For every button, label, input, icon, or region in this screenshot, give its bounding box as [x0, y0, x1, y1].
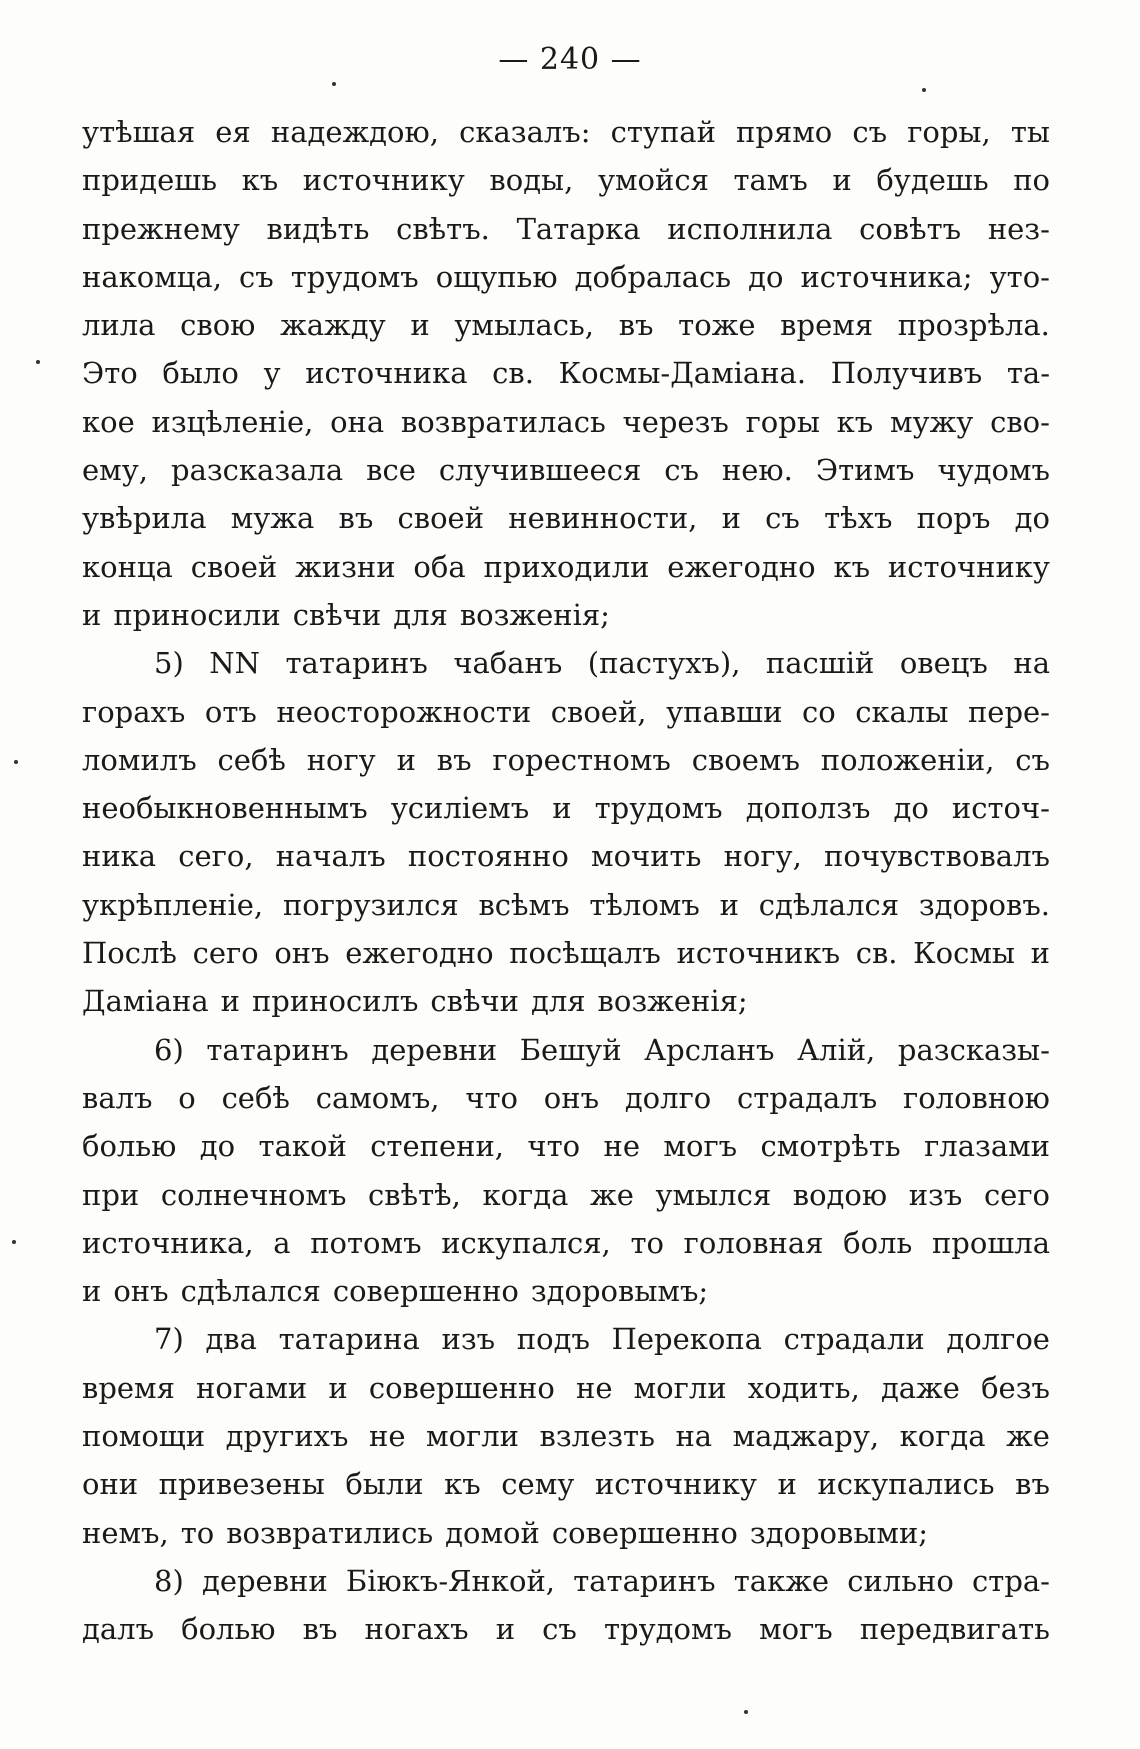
page-number: — 240 —	[498, 42, 642, 77]
text-line: лила свою жажду и умылась, въ тоже время прозрѣла.	[82, 308, 1050, 343]
text-line: при солнечномъ свѣтѣ, когда же умылся водою изъ сего	[82, 1177, 1050, 1212]
text-line: конца своей жизни оба приходили ежегодно къ источнику	[82, 549, 1050, 584]
text-line: болью до такой степени, что не могъ смотрѣть глазами	[82, 1129, 1050, 1164]
text-line: валъ о себѣ самомъ, что онъ долго страдалъ головною	[82, 1080, 1050, 1115]
body-text	[82, 108, 1050, 1654]
text-line: прежнему видѣть свѣтъ. Татарка исполнила совѣтъ нез-	[82, 211, 1050, 246]
scan-speck	[12, 1240, 16, 1244]
text-line: и онъ сдѣлался совершенно здоровымъ;	[82, 1274, 709, 1309]
text-line: Послѣ сего онъ ежегодно посѣщалъ источникъ св. Космы и	[82, 936, 1050, 971]
scan-speck	[744, 1710, 748, 1714]
text-line: 5) NN татаринъ чабанъ (пастухъ), пасшій овецъ на	[154, 646, 1050, 681]
text-line: ломилъ себѣ ногу и въ горестномъ своемъ положеніи, съ	[82, 742, 1050, 777]
text-line: далъ болью въ ногахъ и съ трудомъ могъ передвигать	[82, 1612, 1050, 1647]
text-line: кое изцѣленіе, она возвратилась черезъ горы къ мужу сво-	[82, 404, 1050, 439]
text-line: время ногами и совершенно не могли ходить, даже безъ	[82, 1370, 1050, 1405]
scan-speck	[922, 88, 926, 92]
text-line: ника сего, началъ постоянно мочить ногу, почувствовалъ	[82, 839, 1050, 874]
text-line: Даміана и приносилъ свѣчи для возженія;	[82, 984, 748, 1019]
text-line: они привезены были къ сему источнику и искупались въ	[82, 1467, 1050, 1502]
text-line: придешь къ источнику воды, умойся тамъ и будешь по	[82, 163, 1050, 198]
text-line: 6) татаринъ деревни Бешуй Арсланъ Алій, разсказы-	[154, 1032, 1050, 1067]
scan-speck	[332, 82, 336, 86]
text-line: Это было у источника св. Космы-Даміана. Получивъ та-	[82, 356, 1050, 391]
text-line: необыкновеннымъ усиліемъ и трудомъ доползъ до источ-	[82, 791, 1050, 826]
text-line: 8) деревни Біюкъ-Янкой, татаринъ также сильно стра-	[154, 1563, 1050, 1598]
text-line: горахъ отъ неосторожности своей, упавши со скалы пере-	[82, 694, 1050, 729]
text-line: немъ, то возвратились домой совершенно здоровыми;	[82, 1515, 929, 1550]
text-line: ему, разсказала все случившееся съ нею. Этимъ чудомъ	[82, 453, 1050, 488]
scan-speck	[14, 760, 18, 764]
text-line: утѣшая ея надеждою, сказалъ: ступай прямо съ горы, ты	[82, 115, 1050, 149]
text-line: увѣрила мужа въ своей невинности, и съ тѣхъ поръ до	[82, 501, 1050, 536]
text-line: и приносили свѣчи для возженія;	[82, 597, 610, 632]
scan-speck	[36, 360, 40, 364]
text-line: укрѣпленіе, погрузился всѣмъ тѣломъ и сдѣлался здоровъ.	[82, 887, 1050, 922]
text-line: помощи другихъ не могли взлезть на маджару, когда же	[82, 1419, 1050, 1454]
text-line: 7) два татарина изъ подъ Перекопа страдали долгое	[154, 1322, 1050, 1357]
text-line: накомца, съ трудомъ ощупью добралась до источника; уто-	[82, 259, 1050, 294]
text-line: источника, а потомъ искупался, то головная боль прошла	[82, 1225, 1050, 1260]
